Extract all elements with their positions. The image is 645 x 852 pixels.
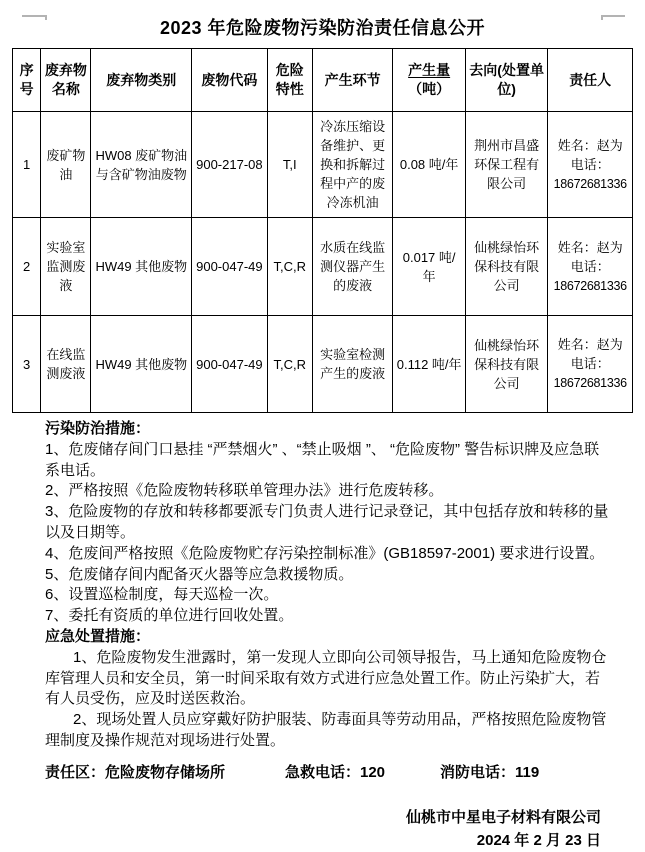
cell-category: HW49 其他废物 [91, 218, 192, 316]
header-quantity [393, 49, 465, 112]
prevention-item: 2、严格按照《危险废物转移联单管理办法》进行危废转移。 [45, 482, 444, 500]
prevention-heading: 污染防治措施： [45, 420, 151, 437]
cell-category: HW49 其他废物 [91, 316, 192, 413]
cell-code: 900-217-08 [192, 112, 267, 218]
fire-phone: 消防电话：119 [440, 763, 540, 781]
prevention-item: 4、危废间严格按照《危险废物贮存污染控制标准》(GB18597-2001) 要求进行设置。 [45, 544, 605, 562]
table-row [13, 112, 633, 218]
header-destination: 去向(处置单位) [465, 49, 548, 112]
prevention-item: 6、设置巡检制度，每天巡检一次。 [45, 586, 279, 604]
emergency-heading: 应急处置措施： [45, 627, 151, 645]
hotline-row [45, 763, 610, 784]
cell-responsible [548, 112, 633, 218]
cell-hazard: T,C,R [267, 316, 312, 413]
cell-quantity: 0.017 吨/年 [393, 218, 465, 316]
header-category: 废弃物类别 [91, 49, 192, 112]
cell-responsible [548, 316, 633, 413]
cell-num: 3 [13, 316, 41, 413]
top-right-crop-artifact [601, 15, 625, 17]
cell-stage: 实验室检测产生的废液 [312, 316, 393, 413]
table-header-row [13, 49, 633, 112]
top-left-crop-artifact [22, 15, 47, 17]
header-code: 废物代码 [192, 49, 267, 112]
prevention-item: 3、危险废物的存放和转移都要派专门负责人进行记录登记，其中包括存放和转移的量以及日期等。 [45, 503, 609, 541]
cell-waste-name: 废矿物油 [41, 112, 91, 218]
cell-destination: 仙桃绿怡环保科技有限公司 [465, 316, 548, 413]
prevention-item: 5、危废储存间内配备灭火器等应急救援物质。 [45, 565, 354, 583]
cell-quantity: 0.112 吨/年 [393, 316, 465, 413]
company-name: 仙桃市中星电子材料有限公司 [405, 808, 601, 826]
first-aid-phone: 急救电话：120 [285, 763, 386, 781]
header-num: 序号 [13, 49, 41, 112]
header-waste-name: 废弃物名称 [41, 49, 91, 112]
measures-section [45, 419, 610, 784]
responsibility-zone: 责任区：危险废物存储场所 [45, 763, 226, 781]
cell-num: 2 [13, 218, 41, 316]
responsible-tel: 18672681336 [553, 376, 627, 390]
cell-destination: 荆州市昌盛环保工程有限公司 [465, 112, 548, 218]
responsible-tel: 18672681336 [553, 176, 627, 191]
signature-block [0, 806, 645, 852]
header-quantity-unit: （吨） [408, 81, 451, 97]
emergency-item: 2、现场处置人员应穿戴好防护服装、防毒面具等劳动用品，严格按照危险废物管理制度及操作规范对现场进行处置。 [45, 711, 607, 749]
prevention-item: 1、危废储存间门口悬挂 “严禁烟火” 、“禁止吸烟 ”、 “危险废物” 警告标识牌及应急联系电话。 [45, 440, 600, 479]
cell-waste-name: 在线监测废液 [41, 316, 91, 413]
responsible-name: 姓名：赵为 [557, 137, 623, 153]
cell-code: 900-047-49 [192, 316, 267, 413]
responsible-tel-label: 电话： [570, 156, 610, 172]
sign-date: 2024 年 2 月 23 日 [476, 831, 601, 849]
emergency-item: 1、危险废物发生泄露时，第一发现人立即向公司领导报告，马上通知危险废物仓库管理人员和安全员，第一时间采取有效方式进行应急处置工作。防止污染扩大，若有人员受伤，应及时送医救治。 [45, 648, 607, 708]
responsible-tel-label: 电话： [570, 356, 610, 371]
cell-waste-name: 实验室监测废液 [41, 218, 91, 316]
cell-destination: 仙桃绿怡环保科技有限公司 [465, 218, 548, 316]
header-responsible: 责任人 [548, 49, 633, 112]
cell-num: 1 [13, 112, 41, 218]
cell-category: HW08 废矿物油与含矿物油废物 [91, 112, 192, 218]
cell-stage: 冷冻压缩设备维护、更换和拆解过程中产的废冷冻机油 [312, 112, 393, 218]
responsible-tel: 18672681336 [553, 278, 627, 293]
table-row [13, 218, 633, 316]
cell-hazard: T,C,R [267, 218, 312, 316]
responsible-name: 姓名：赵为 [557, 239, 623, 255]
responsible-name: 姓名：赵为 [557, 337, 623, 352]
cell-responsible [548, 218, 633, 316]
cell-quantity: 0.08 吨/年 [393, 112, 465, 218]
cell-code: 900-047-49 [192, 218, 267, 316]
header-stage: 产生环节 [312, 49, 393, 112]
table-row [13, 316, 633, 413]
cell-hazard: T,I [267, 112, 312, 218]
prevention-item: 7、委托有资质的单位进行回收处置。 [45, 607, 294, 625]
page-title: 2023 年危险废物污染防治责任信息公开 [159, 18, 486, 38]
header-hazard: 危险特性 [267, 49, 312, 112]
responsible-tel-label: 电话： [570, 258, 610, 274]
hazardous-waste-table [12, 48, 633, 413]
header-quantity-top: 产生量 [408, 62, 451, 78]
cell-stage: 水质在线监测仪器产生的废液 [312, 218, 393, 316]
